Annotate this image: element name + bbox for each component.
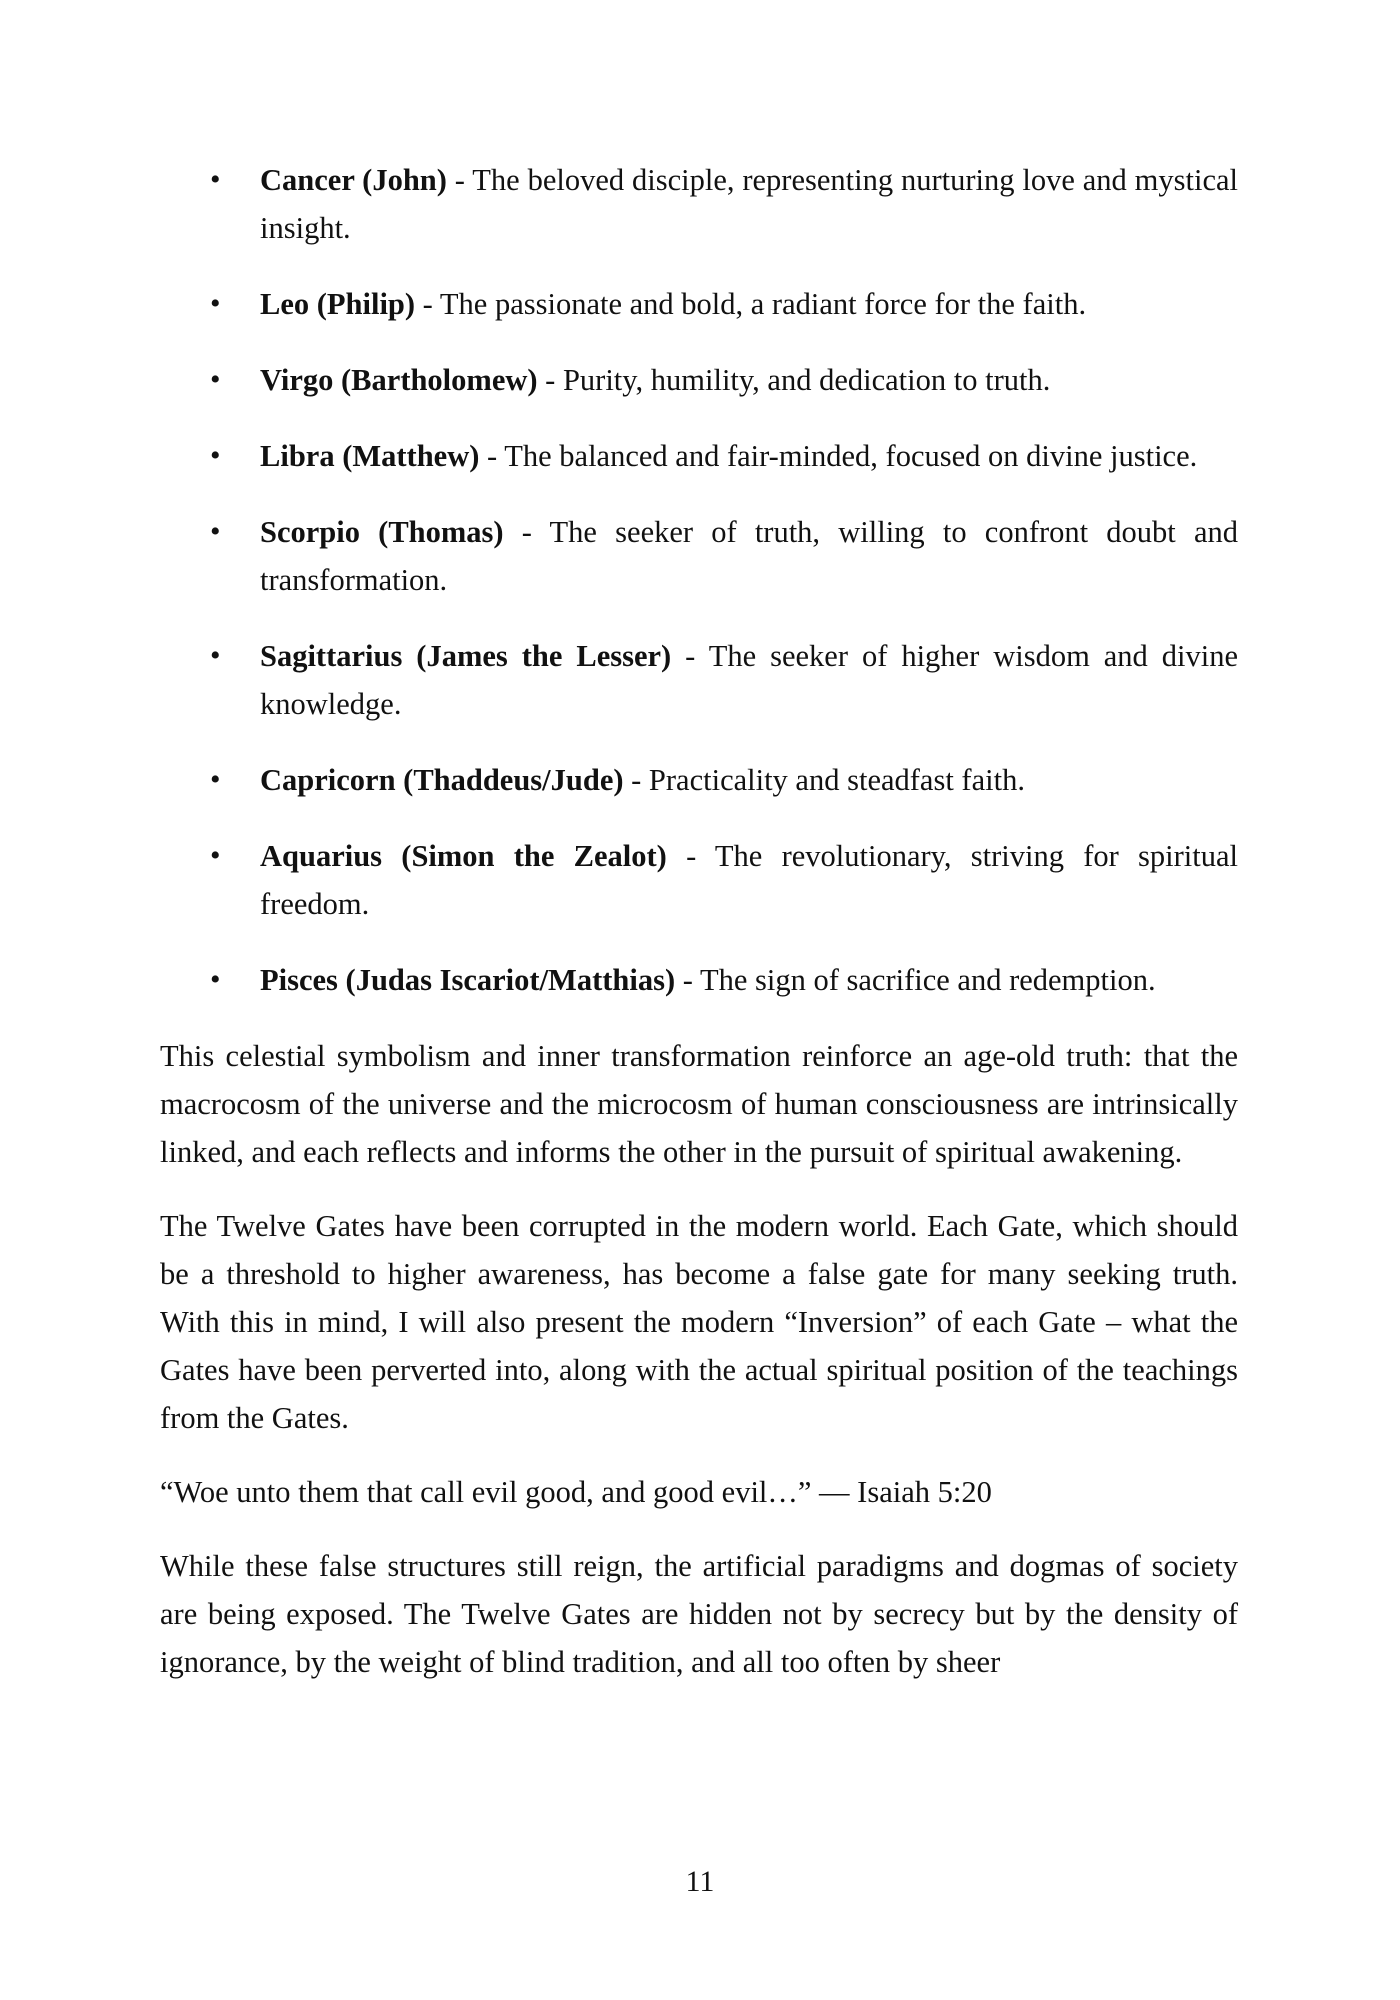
list-item-term: Sagittarius (James the Lesser)	[260, 639, 672, 673]
list-item-description: - The sign of sacrifice and redemption.	[675, 963, 1156, 997]
list-item-description: - The beloved disciple, representing nurturing love and mystical insight.	[260, 163, 1238, 245]
body-paragraph: This celestial symbolism and inner transformation reinforce an age-old truth: that the macrocosm of the universe and the microcosm of human consciousness are intrinsically linked, and each reflects and informs the other in the pursuit of spiritual awakening.	[160, 1039, 1238, 1169]
bullet-icon: •	[210, 515, 221, 548]
list-item-description: - The seeker of higher wisdom and divine knowledge.	[260, 639, 1238, 721]
bullet-icon: •	[210, 639, 221, 672]
list-item-term: Leo (Philip)	[260, 287, 416, 321]
bullet-icon: •	[210, 163, 221, 196]
list-item-term: Capricorn (Thaddeus/Jude)	[260, 763, 624, 797]
zodiac-apostle-list	[160, 156, 1238, 1004]
list-item-term: Cancer (John)	[260, 163, 447, 197]
list-item-description: - The seeker of truth, willing to confront doubt and transformation.	[260, 515, 1238, 597]
scripture-quote: “Woe unto them that call evil good, and good evil…” — Isaiah 5:20	[160, 1475, 992, 1509]
bullet-icon: •	[210, 839, 221, 872]
list-item	[160, 356, 1238, 404]
bullet-icon: •	[210, 963, 221, 996]
list-item-term: Scorpio (Thomas)	[260, 515, 504, 549]
list-item	[160, 756, 1238, 804]
list-item-term: Libra (Matthew)	[260, 439, 480, 473]
body-paragraph: While these false structures still reign, the artificial paradigms and dogmas of society are being exposed. The Twelve Gates are hidden not by secrecy but by the density of ignorance, by the weight of blind tradition, and all too often by sheer	[160, 1549, 1238, 1679]
list-item-description: - Practicality and steadfast faith.	[623, 763, 1025, 797]
list-item-description: - The passionate and bold, a radiant force for the faith.	[415, 287, 1087, 321]
bullet-icon: •	[210, 287, 221, 320]
list-item	[160, 156, 1238, 252]
page-number: 11	[685, 1865, 715, 1898]
bullet-icon: •	[210, 763, 221, 796]
list-item	[160, 956, 1238, 1004]
list-item	[160, 508, 1238, 604]
bullet-icon: •	[210, 439, 221, 472]
list-item	[160, 632, 1238, 728]
body-paragraph: The Twelve Gates have been corrupted in the modern world. Each Gate, which should be a threshold to higher awareness, has become a false gate for many seeking truth. With this in mind, I will also present the modern “Inversion” of each Gate – what the Gates have been perverted into, along with the actual spiritual position of the teachings from the Gates.	[160, 1209, 1238, 1435]
list-item-term: Virgo (Bartholomew)	[260, 363, 538, 397]
list-item	[160, 280, 1238, 328]
list-item-description: - The balanced and fair-minded, focused on divine justice.	[479, 439, 1198, 473]
page-content	[160, 156, 1238, 1712]
list-item-term: Pisces (Judas Iscariot/Matthias)	[260, 963, 676, 997]
bullet-icon: •	[210, 363, 221, 396]
list-item-description: - The revolutionary, striving for spiritual freedom.	[260, 839, 1238, 921]
list-item	[160, 832, 1238, 928]
list-item-term: Aquarius (Simon the Zealot)	[260, 839, 667, 873]
list-item	[160, 432, 1238, 480]
list-item-description: - Purity, humility, and dedication to truth.	[537, 363, 1051, 397]
